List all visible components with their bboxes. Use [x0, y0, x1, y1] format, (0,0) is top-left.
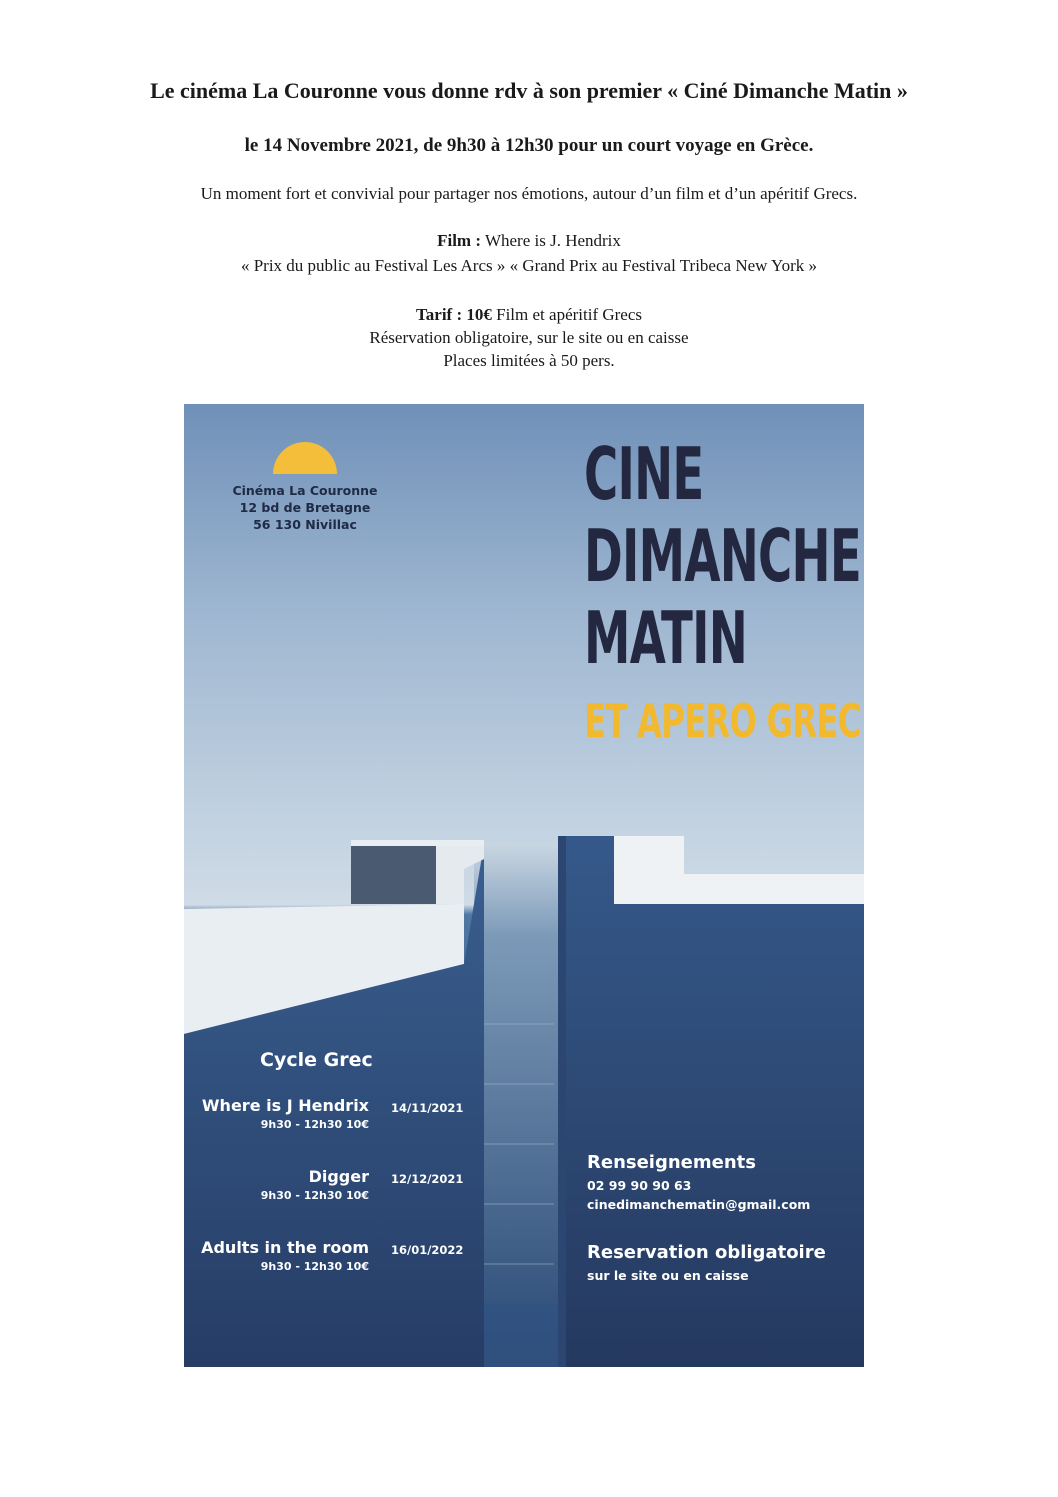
film-name: Where is J Hendrix	[201, 1096, 369, 1115]
film-time: 9h30 - 12h30 10€	[260, 1189, 369, 1202]
film-name: Adults in the room	[201, 1238, 369, 1257]
cinema-address	[214, 482, 396, 533]
tarif-value: Film et apéritif Grecs	[491, 305, 642, 324]
film-time: 9h30 - 12h30 10€	[260, 1260, 369, 1273]
film-label: Film :	[437, 231, 481, 250]
film-date: 14/11/2021	[391, 1101, 464, 1115]
address-line: 56 130 Nivillac	[253, 517, 357, 532]
headline-matin: MATIN	[584, 596, 748, 680]
film-date: 16/01/2022	[391, 1243, 464, 1257]
film-line	[0, 231, 1058, 251]
info-heading: Renseignements	[587, 1152, 756, 1173]
page-title: Le cinéma La Couronne vous donne rdv à son premier « Ciné Dimanche Matin »	[150, 78, 908, 103]
headline-dimanche: DIMANCHE	[584, 514, 861, 598]
reservation-heading: Reservation obligatoire	[587, 1242, 826, 1263]
headline-apero: ET APERO GREC	[584, 694, 861, 748]
reservation-subtext: sur le site ou en caisse	[587, 1268, 749, 1283]
prix-line: « Prix du public au Festival Les Arcs » « Grand Prix au Festival Tribeca New York »	[240, 256, 818, 275]
reservation-line: Réservation obligatoire, sur le site ou en caisse	[369, 328, 689, 347]
address-line: Cinéma La Couronne	[232, 483, 378, 498]
intro-text: Un moment fort et convivial pour partager nos émotions, autour d’un film et d’un apéritif Grecs.	[200, 184, 858, 203]
film-value: Where is J. Hendrix	[481, 231, 621, 250]
cycle-title: Cycle Grec	[260, 1049, 373, 1071]
phone-number: 02 99 90 90 63	[587, 1178, 692, 1193]
event-poster	[184, 404, 864, 1367]
headline-cine: CINE	[584, 432, 704, 516]
film-date: 12/12/2021	[391, 1172, 464, 1186]
tarif-label: Tarif : 10€	[416, 305, 492, 324]
event-date: le 14 Novembre 2021, de 9h30 à 12h30 pour un court voyage en Grèce.	[244, 135, 814, 156]
tarif-line	[0, 305, 1058, 325]
film-time: 9h30 - 12h30 10€	[260, 1118, 369, 1131]
address-line: 12 bd de Bretagne	[239, 500, 371, 515]
places-line: Places limitées à 50 pers.	[443, 351, 615, 370]
film-name: Digger	[308, 1167, 369, 1186]
email-address: cinedimanchematin@gmail.com	[587, 1197, 811, 1212]
